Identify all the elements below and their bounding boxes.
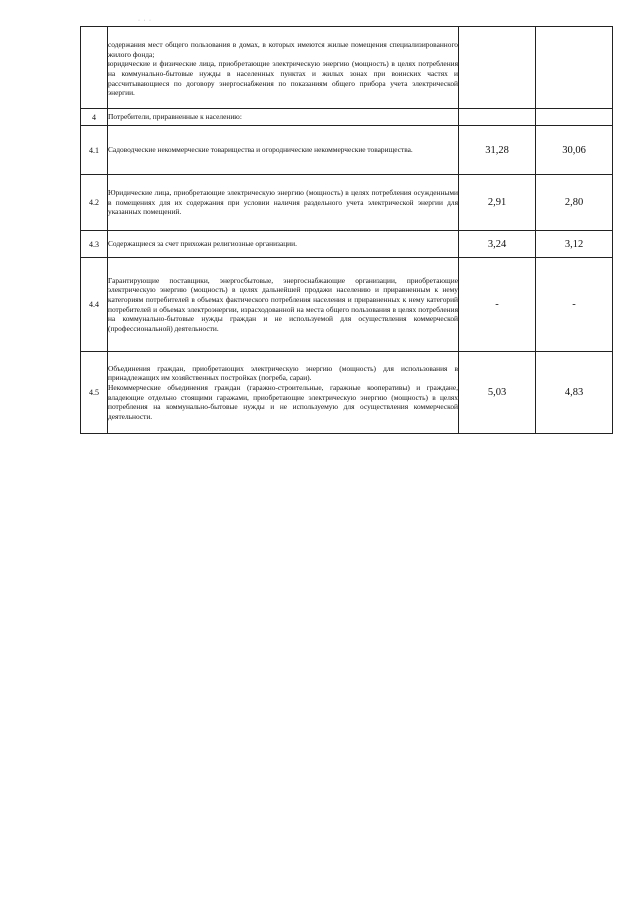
row-description — [108, 352, 459, 434]
row-number — [81, 27, 108, 109]
row-number: 4.5 — [81, 352, 108, 434]
value-first-half — [459, 27, 536, 109]
table-row-continuation — [81, 27, 613, 109]
scan-artifact: · · · — [138, 18, 152, 24]
value-first-half: 2,91 — [459, 175, 536, 231]
tariff-table — [80, 26, 613, 434]
value-second-half: 2,80 — [536, 175, 613, 231]
description-line: Некоммерческие объединения граждан (гаражно-строительные, гаражные кооперативы) и граждане, владеющие отдельно стоящими гаражами, приобретающие электрическую энергию (мощность) в целях потребления на коммунально-бытовые нужды и не используемую для осуществления коммерческой деятельности. — [108, 382, 458, 421]
row-number: 4.2 — [81, 175, 108, 231]
value-first-half: 5,03 — [459, 352, 536, 434]
description-line: содержания мест общего пользования в домах, в которых имеются жилые помещения специализированного жилого фонда; — [108, 40, 458, 59]
row-number: 4 — [81, 109, 108, 126]
table-row — [81, 126, 613, 175]
value-second-half — [536, 27, 613, 109]
table-row — [81, 231, 613, 258]
row-description: Содержащиеся за счет прихожан религиозные организации. — [108, 231, 459, 258]
value-first-half: 31,28 — [459, 126, 536, 175]
value-second-half: - — [536, 258, 613, 352]
table-row — [81, 109, 613, 126]
value-second-half: 4,83 — [536, 352, 613, 434]
value-first-half — [459, 109, 536, 126]
value-second-half: 30,06 — [536, 126, 613, 175]
value-first-half: 3,24 — [459, 231, 536, 258]
description-line: юридические и физические лица, приобретающие электрическую энергию (мощность) в целях потребления на коммунально-бытовые нужды в населенных пунктах и жилых зонах при воинских частях и рассчитывающиеся по договору энергоснабжения по показаниям общего прибора учета электрической энергии. — [108, 59, 458, 98]
row-number: 4.1 — [81, 126, 108, 175]
row-description: Гарантирующие поставщики, энергосбытовые, энергоснабжающие организации, приобретающие электрическую энергию (мощность) в целях дальнейшей продажи населению и приравненным к нему категориям потребителей в объемах фактического потребления населения и приравненных к нему категорий потребителей и объемах электроэнергии, израсходованной на места общего пользования в целях потребления на коммунально-бытовые нужды граждан и не используемой для осуществления коммерческой (профессиональной) деятельности. — [108, 258, 459, 352]
value-second-half: 3,12 — [536, 231, 613, 258]
table-row — [81, 352, 613, 434]
value-second-half — [536, 109, 613, 126]
description-line: Объединения граждан, приобретающих электрическую энергию (мощность) для использования в принадлежащих им хозяйственных постройках (погреба, сараи). — [108, 363, 458, 383]
row-description: Потребители, приравненные к населению: — [108, 109, 459, 126]
row-description: Садоводческие некоммерческие товарищества и огороднические некоммерческие товарищества. — [108, 126, 459, 175]
row-description — [108, 27, 459, 109]
table-row — [81, 258, 613, 352]
row-number: 4.3 — [81, 231, 108, 258]
row-number: 4.4 — [81, 258, 108, 352]
value-first-half: - — [459, 258, 536, 352]
row-description: Юридические лица, приобретающие электрическую энергию (мощность) в целях потребления осужденными в помещениях для их содержания при условии наличия раздельного учета электрической энергии для указанных помещений. — [108, 175, 459, 231]
table-row — [81, 175, 613, 231]
